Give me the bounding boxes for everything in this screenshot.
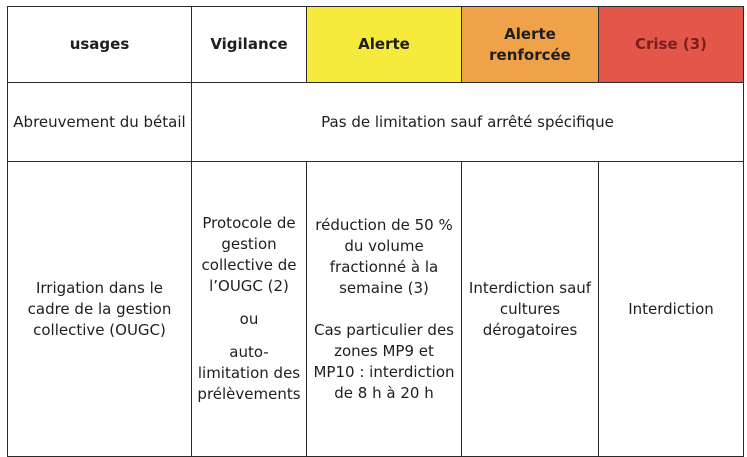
usage-abreuvement: Abreuvement du bétail	[8, 83, 192, 162]
header-alerte-renforcee-line1: Alerte	[504, 24, 556, 43]
header-alerte-renforcee-line2: renforcée	[489, 45, 571, 64]
abreuvement-limitation-text: Pas de limitation sauf arrêté spécifique	[192, 83, 744, 162]
header-crise: Crise (3)	[599, 7, 744, 83]
restriction-table	[7, 6, 744, 457]
irrigation-alerte-cell	[307, 162, 462, 457]
irrigation-vigilance-autolimitation: auto-limitation des prélèvements	[197, 343, 301, 403]
header-row	[8, 7, 744, 83]
header-alerte: Alerte	[307, 7, 462, 83]
table-row-irrigation	[8, 162, 744, 457]
irrigation-alerte-renforcee: Interdiction sauf cultures dérogatoires	[462, 162, 599, 457]
table-row-abreuvement	[8, 83, 744, 162]
irrigation-alerte-cas-particulier: Cas particulier des zones MP9 et MP10 : interdiction de 8 h à 20 h	[313, 320, 455, 402]
usage-irrigation: Irrigation dans le cadre de la gestion collective (OUGC)	[8, 162, 192, 457]
irrigation-vigilance-ou: ou	[239, 310, 259, 328]
header-vigilance: Vigilance	[192, 7, 307, 83]
irrigation-vigilance-cell	[192, 162, 307, 457]
header-usages: usages	[8, 7, 192, 83]
header-alerte-renforcee	[462, 7, 599, 83]
irrigation-crise: Interdiction	[599, 162, 744, 457]
irrigation-alerte-reduction: réduction de 50 % du volume fractionné à la semaine (3)	[315, 215, 453, 297]
irrigation-alerte-spacer	[312, 299, 456, 320]
irrigation-vigilance-protocole: Protocole de gestion collective de l’OUGC (2)	[201, 214, 297, 295]
